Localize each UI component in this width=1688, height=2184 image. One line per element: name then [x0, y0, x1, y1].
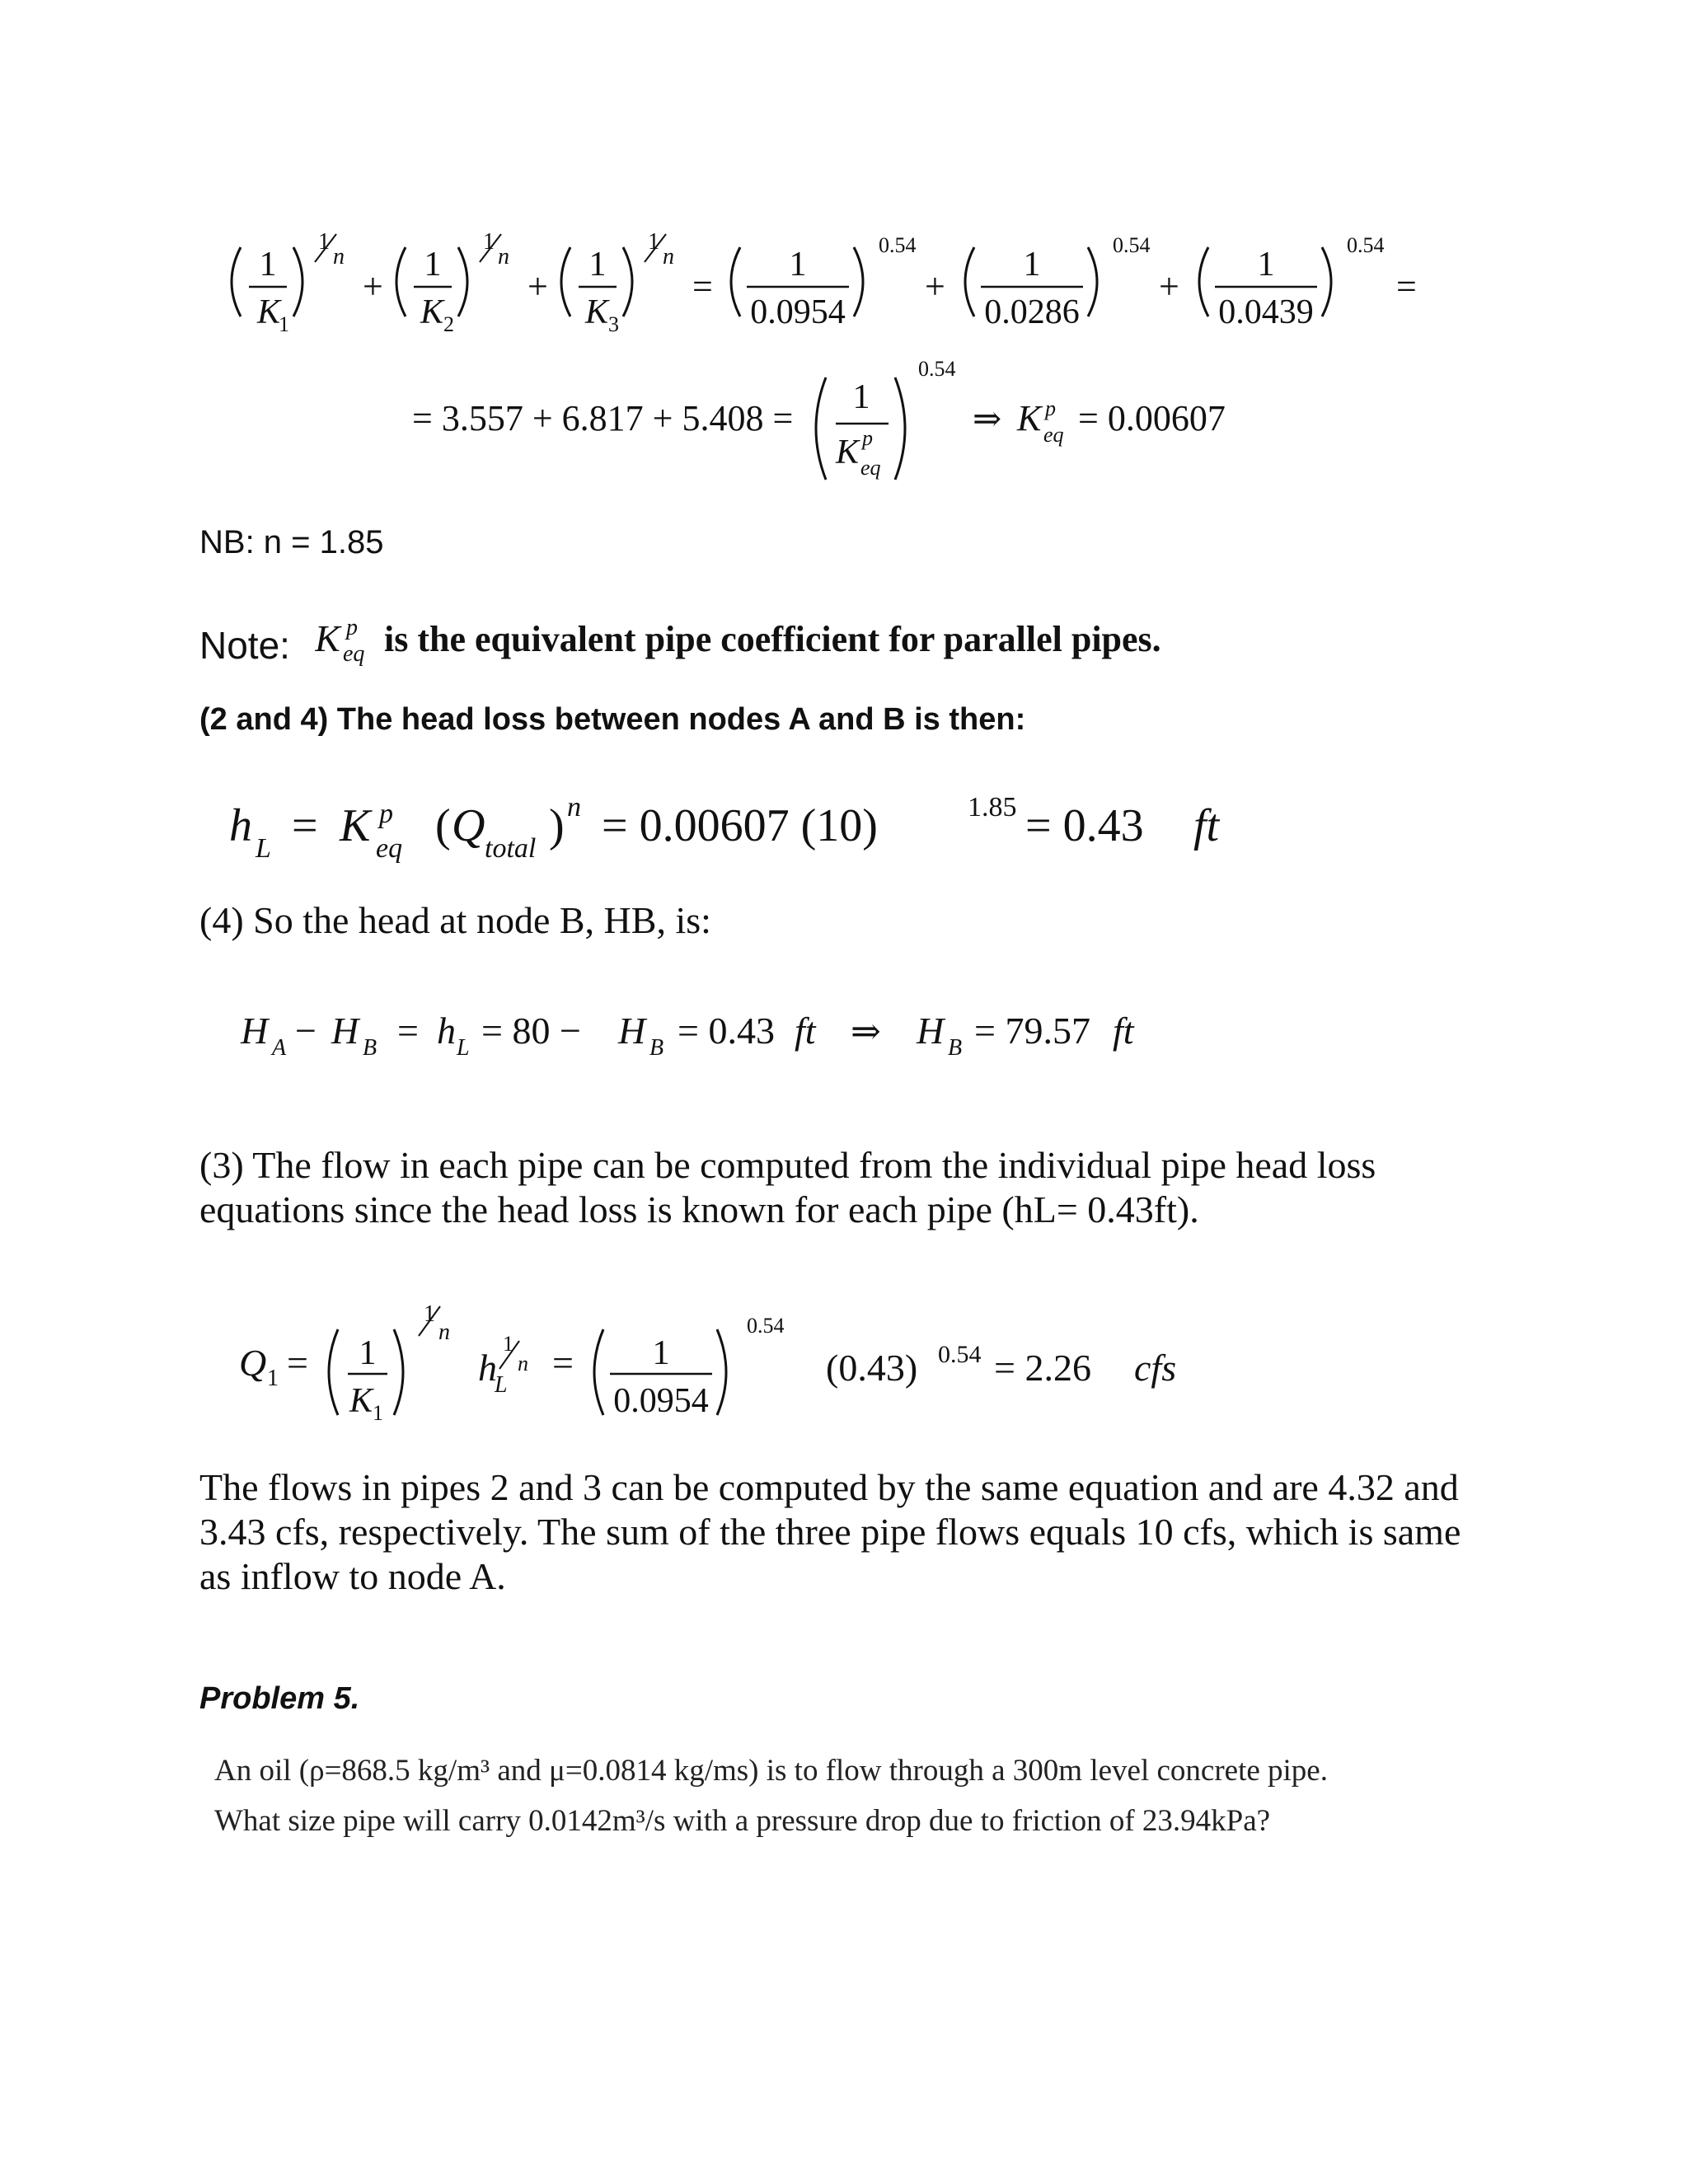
note-text: is the equivalent pipe coefficient for parallel pipes.: [384, 619, 1161, 659]
equation-1-svg: [223, 216, 1434, 364]
exponent-denominator: n: [518, 1352, 528, 1376]
exponent: 1.85: [968, 792, 1017, 823]
head-loss-term: (0.43): [826, 1347, 918, 1389]
flows-paragraph: [199, 1465, 1650, 1599]
exponent: 0.54: [1347, 233, 1385, 257]
equation-equivalent-coefficient-result: [412, 354, 1253, 503]
unit: ft: [795, 1010, 816, 1052]
head-loss-exponent: 0.54: [938, 1341, 982, 1368]
numerator: 1: [852, 378, 870, 416]
numerator: 1: [259, 246, 277, 284]
exponent: 0.54: [918, 357, 956, 381]
implies-arrow: ⇒: [973, 401, 1002, 438]
keq-superscript: p: [379, 799, 393, 829]
one-over-keq-term: [816, 357, 956, 480]
implies-arrow: ⇒: [851, 1011, 881, 1052]
h-subscript: L: [256, 833, 271, 864]
keq-symbol: K: [836, 434, 860, 471]
exponent-denominator: n: [333, 244, 345, 269]
k2-symbol: K: [420, 293, 444, 331]
head-loss-value: = 0.43: [678, 1010, 775, 1052]
head-loss-heading: (2 and 4) The head loss between nodes A and B is then:: [199, 702, 1026, 737]
exponent-numerator: 1: [483, 229, 495, 255]
equation-4-svg: [241, 997, 1189, 1071]
denominator: 0.0439: [1218, 293, 1314, 331]
problem-5-line-2: What size pipe will carry 0.0142m³/s with a pressure drop due to friction of 23.94kPa?: [214, 1804, 1271, 1838]
equals-sign: =: [292, 800, 318, 851]
n-exponent: n: [567, 792, 581, 823]
equation-3-svg: [229, 791, 1301, 882]
h-symbol: h: [229, 800, 252, 851]
equation-head-loss: [229, 791, 1301, 882]
exponent: 0.54: [1113, 233, 1151, 257]
hl-subscript: L: [495, 1372, 508, 1398]
hl-power-term: [478, 1332, 528, 1398]
note-line: [199, 602, 1601, 676]
keq-superscript: p: [862, 426, 873, 450]
equals-sign: =: [1396, 266, 1417, 307]
q-symbol: Q: [452, 800, 485, 851]
hl-symbol: h: [478, 1347, 497, 1389]
unit: ft: [1193, 800, 1220, 851]
term-1-over-k2: [396, 229, 509, 336]
hb-subscript: B: [649, 1035, 664, 1061]
note-label: Note:: [199, 624, 290, 667]
numerator: 1: [1257, 246, 1275, 284]
q-subscript: 1: [267, 1366, 279, 1391]
equals-sign: =: [552, 1342, 574, 1384]
keq-subscript: eq: [860, 456, 881, 480]
flow-result: = 2.26: [994, 1347, 1091, 1389]
substitution: = 0.00607 (10): [602, 800, 878, 851]
equals-sign: =: [287, 1342, 308, 1384]
q-symbol: Q: [239, 1342, 267, 1384]
flow-paragraph: [199, 1143, 1601, 1232]
numerator: 1: [359, 1334, 377, 1372]
hl-subscript: L: [457, 1035, 470, 1061]
k1-symbol: K: [257, 293, 281, 331]
unit: cfs: [1134, 1347, 1177, 1389]
k3-symbol: K: [585, 293, 609, 331]
numerator: 1: [1023, 246, 1041, 284]
exponent-numerator: 1: [648, 229, 659, 255]
problem-5-statement: [214, 1746, 1665, 1846]
numerator: 1: [789, 246, 807, 284]
minus-sign: −: [295, 1010, 316, 1052]
q-subscript: total: [485, 833, 537, 864]
flows-paragraph-line-2: 3.43 cfs, respectively. The sum of the three pipe flows equals 10 cfs, which is same: [199, 1511, 1461, 1553]
numeric-term-0-0954: [594, 1314, 785, 1420]
plus-sign: +: [528, 266, 548, 307]
equation-flow-pipe-1: [239, 1290, 1228, 1438]
plus-sign: +: [925, 266, 945, 307]
equation-equivalent-coefficient-sum: [223, 216, 1434, 364]
exponent-numerator: 1: [318, 229, 330, 255]
problem-5-title: Problem 5.: [199, 1681, 360, 1716]
exponent: 0.54: [747, 1314, 785, 1338]
unit: ft: [1113, 1010, 1134, 1052]
k1-subscript: 1: [279, 312, 289, 336]
k3-subscript: 3: [608, 312, 619, 336]
k2-subscript: 2: [443, 312, 454, 336]
substitution: = 80 −: [481, 1010, 581, 1052]
keq-result-symbol: K: [1017, 398, 1042, 438]
equals-sign: =: [397, 1010, 419, 1052]
flows-paragraph-line-3: as inflow to node A.: [199, 1555, 506, 1597]
numerator: 1: [588, 246, 607, 284]
exponent-denominator: n: [438, 1319, 450, 1345]
keq-subscript: eq: [376, 833, 403, 864]
sum-expression: = 3.557 + 6.817 + 5.408 =: [412, 398, 794, 438]
denominator: 0.0954: [750, 293, 846, 331]
exponent-denominator: n: [663, 244, 674, 269]
denominator: 0.0954: [613, 1382, 709, 1420]
keq-result-subscript: eq: [1043, 423, 1064, 447]
keq-result-superscript: p: [1045, 396, 1056, 420]
one-over-k1-term: [329, 1301, 450, 1425]
term-1-over-k1: [232, 229, 345, 336]
exponent: 0.54: [879, 233, 917, 257]
exponent-numerator: 1: [503, 1332, 513, 1356]
flows-paragraph-line-1: The flows in pipes 2 and 3 can be computed by the same equation and are 4.32 and: [199, 1466, 1459, 1508]
hb-symbol: H: [917, 1010, 945, 1052]
ha-symbol: H: [241, 1010, 269, 1052]
hb-subscript: B: [363, 1035, 377, 1061]
denominator: 0.0286: [984, 293, 1080, 331]
hb-symbol: H: [331, 1010, 359, 1052]
keq-subscript: eq: [343, 641, 365, 667]
plus-sign: +: [363, 266, 383, 307]
hb-symbol: H: [618, 1010, 646, 1052]
keq-result-value: = 0.00607: [1078, 398, 1226, 438]
close-paren: ): [549, 800, 565, 851]
exponent-denominator: n: [498, 244, 509, 269]
equation-2-svg: [412, 354, 1253, 503]
numeric-term-0-0954: [731, 233, 917, 331]
numerator: 1: [424, 246, 442, 284]
flow-paragraph-line-1: (3) The flow in each pipe can be computed from the individual pipe head loss: [199, 1144, 1376, 1186]
problem-5-line-1: An oil (ρ=868.5 kg/m³ and μ=0.0814 kg/ms) is to flow through a 300m level concrete pipe.: [214, 1754, 1328, 1788]
k1-symbol: K: [349, 1382, 373, 1420]
open-paren: (: [435, 800, 451, 851]
keq-symbol: K: [340, 800, 371, 851]
nb-note: NB: n = 1.85: [199, 524, 384, 560]
term-1-over-k3: [561, 229, 674, 336]
equation-5-svg: [239, 1290, 1228, 1438]
numeric-term-0-0439: [1199, 233, 1385, 331]
hb-subscript: B: [948, 1035, 963, 1061]
note-equation-svg: [315, 602, 1551, 676]
exponent-numerator: 1: [424, 1301, 435, 1327]
head-loss-result: = 0.43: [1025, 800, 1144, 851]
head-at-b-text: (4) So the head at node B, HB, is:: [199, 899, 711, 941]
k1-subscript: 1: [373, 1401, 383, 1425]
equation-head-at-b: [241, 997, 1189, 1071]
plus-sign: +: [1159, 266, 1179, 307]
flow-paragraph-line-2: equations since the head loss is known for each pipe (hL= 0.43ft).: [199, 1188, 1199, 1230]
numeric-term-0-0286: [965, 233, 1151, 331]
numerator: 1: [652, 1334, 670, 1372]
ha-subscript: A: [272, 1035, 287, 1061]
hl-symbol: h: [437, 1010, 456, 1052]
keq-superscript: p: [346, 615, 358, 640]
head-at-b-result: = 79.57: [974, 1010, 1090, 1052]
equals-sign: =: [692, 266, 713, 307]
keq-symbol: K: [315, 617, 340, 659]
